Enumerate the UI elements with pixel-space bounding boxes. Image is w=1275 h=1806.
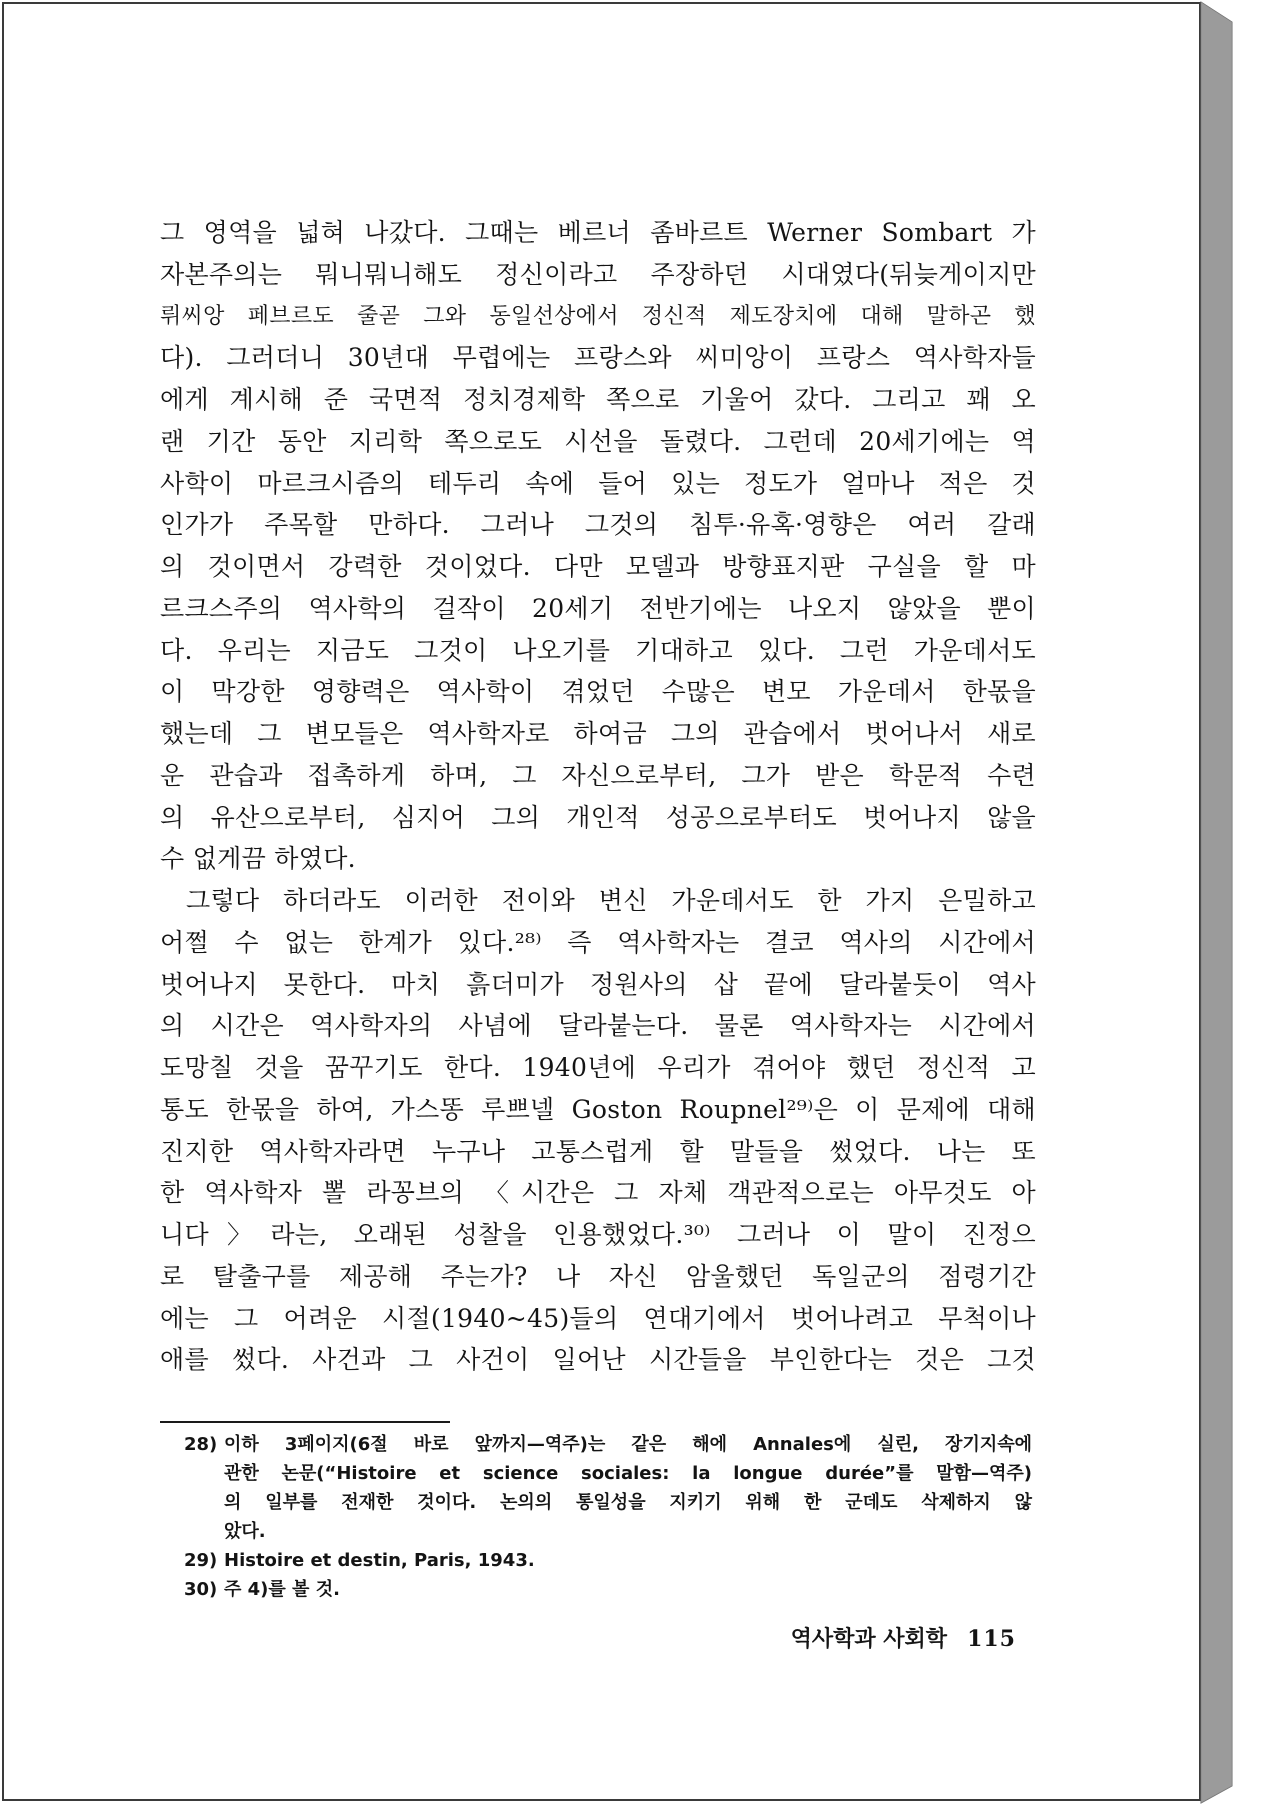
footnote-29 [184,1546,1032,1575]
body-line: 다. 우리는 지금도 그것이 나오기를 기대하고 있다. 그런 가운데서도 [160,635,1036,665]
footnote-line: Histoire et destin, Paris, 1943. [224,1550,535,1571]
footnote-line: 이하 3페이지(6절 바로 앞까지—역주)는 같은 해에 Annales에 실린, 장기지속에 [224,1434,1032,1455]
footnote-body [224,1430,1032,1546]
body-line: 통도 한몫을 하여, 가스똥 루쁘넬 Goston Roupnel²⁹⁾은 이 문제에 대해 [160,1094,1036,1124]
footnote-number: 30) [184,1579,218,1600]
body-line: 이 막강한 영향력은 역사학이 겪었던 수많은 변모 가운데서 한몫을 [160,677,1036,707]
body-line: 그 영역을 넓혀 나갔다. 그때는 베르너 좀바르트 Werner Sombart 가 [160,218,1036,247]
body-line: 애를 썼다. 사건과 그 사건이 일어난 시간들을 부인한다는 것은 그것 [160,1345,1036,1375]
footnote-body [224,1575,1032,1604]
body-line: 로 탈출구를 제공해 주는가? 나 자신 암울했던 독일군의 점령기간 [160,1261,1036,1291]
paragraph-start-line: 그렇다 하더라도 이러한 전이와 변신 가운데서도 한 가지 은밀하고 [186,886,1036,915]
footnote-28 [184,1430,1032,1546]
page-number: 115 [967,1626,1016,1652]
body-line: 벗어나지 못한다. 마치 흙더미가 정원사의 삽 끝에 달라붙듯이 역사 [160,969,1036,999]
body-line: 뤼씨앙 페브르도 줄곧 그와 동일선상에서 정신적 제도장치에 대해 말하곤 했 [160,303,1036,329]
footnote-body [224,1546,1032,1575]
running-title: 역사학과 사회학 [790,1627,948,1652]
footnote-number: 29) [184,1550,218,1571]
footnote-rule [160,1421,450,1423]
body-line: 했는데 그 변모들은 역사학자로 하여금 그의 관습에서 벗어나서 새로 [160,719,1036,748]
paragraph-end-line: 수 없게끔 하였다. [160,844,356,874]
body-line: 의 시간은 역사학자의 사념에 달라붙는다. 물론 역사학자는 시간에서 [160,1011,1036,1041]
body-line: 에게 계시해 준 국면적 정치경제학 쪽으로 기울어 갔다. 그리고 꽤 오 [160,385,1036,414]
body-text [160,212,1036,1381]
body-line: 진지한 역사학자라면 누구나 고통스럽게 할 말들을 썼었다. 나는 또 [160,1136,1036,1166]
body-line: 의 것이면서 강력한 것이었다. 다만 모델과 방향표지판 구실을 할 마 [160,552,1036,581]
page-side-highlight [1201,2,1232,1803]
footnote-line: 주 4)를 볼 것. [224,1579,340,1600]
body-line: 어쩔 수 없는 한계가 있다.²⁸⁾ 즉 역사학자는 결코 역사의 시간에서 [160,927,1036,957]
footnote-line: 았다. [224,1521,266,1542]
body-line: 에는 그 어려운 시절(1940~45)들의 연대기에서 벗어나려고 무척이나 [160,1303,1036,1333]
body-line: 의 유산으로부터, 심지어 그의 개인적 성공으로부터도 벗어나지 않을 [160,802,1036,832]
footnote-line: 관한 논문(“Histoire et science sociales: la longue durée”를 말함—역주) [224,1463,1032,1484]
body-line: 운 관습과 접촉하게 하며, 그 자신으로부터, 그가 받은 학문적 수련 [160,760,1036,790]
footnote-30 [184,1575,1032,1604]
body-line: 사학이 마르크시즘의 테두리 속에 들어 있는 정도가 얼마나 적은 것 [160,468,1036,498]
body-line: 도망칠 것을 꿈꾸기도 한다. 1940년에 우리가 겪어야 했던 정신적 고 [160,1053,1036,1082]
body-line: 자본주의는 뭐니뭐니해도 정신이라고 주장하던 시대였다(뒤늦게이지만 [160,259,1036,289]
footnotes [184,1430,1032,1604]
footnote-number: 28) [184,1434,218,1455]
body-line: 한 역사학자 뽈 라꽁브의 〈시간은 그 자체 객관적으로는 아무것도 아 [160,1178,1036,1208]
body-line: 르크스주의 역사학의 걸작이 20세기 전반기에는 나오지 않았을 뿐이 [160,593,1036,623]
body-line: 니다〉라는, 오래된 성찰을 인용했었다.³⁰⁾ 그러나 이 말이 진정으 [160,1220,1036,1249]
page-footer [740,1624,1016,1655]
body-line: 다). 그러더니 30년대 무렵에는 프랑스와 씨미앙이 프랑스 역사학자들 [160,343,1036,373]
body-line: 인가가 주목할 만하다. 그러나 그것의 침투·유혹·영향은 여러 갈래 [160,510,1036,540]
footnote-line: 의 일부를 전재한 것이다. 논의의 통일성을 지키기 위해 한 군데도 삭제하지 않 [224,1492,1032,1513]
body-line: 랜 기간 동안 지리학 쪽으로도 시선을 돌렸다. 그런데 20세기에는 역 [160,426,1036,456]
